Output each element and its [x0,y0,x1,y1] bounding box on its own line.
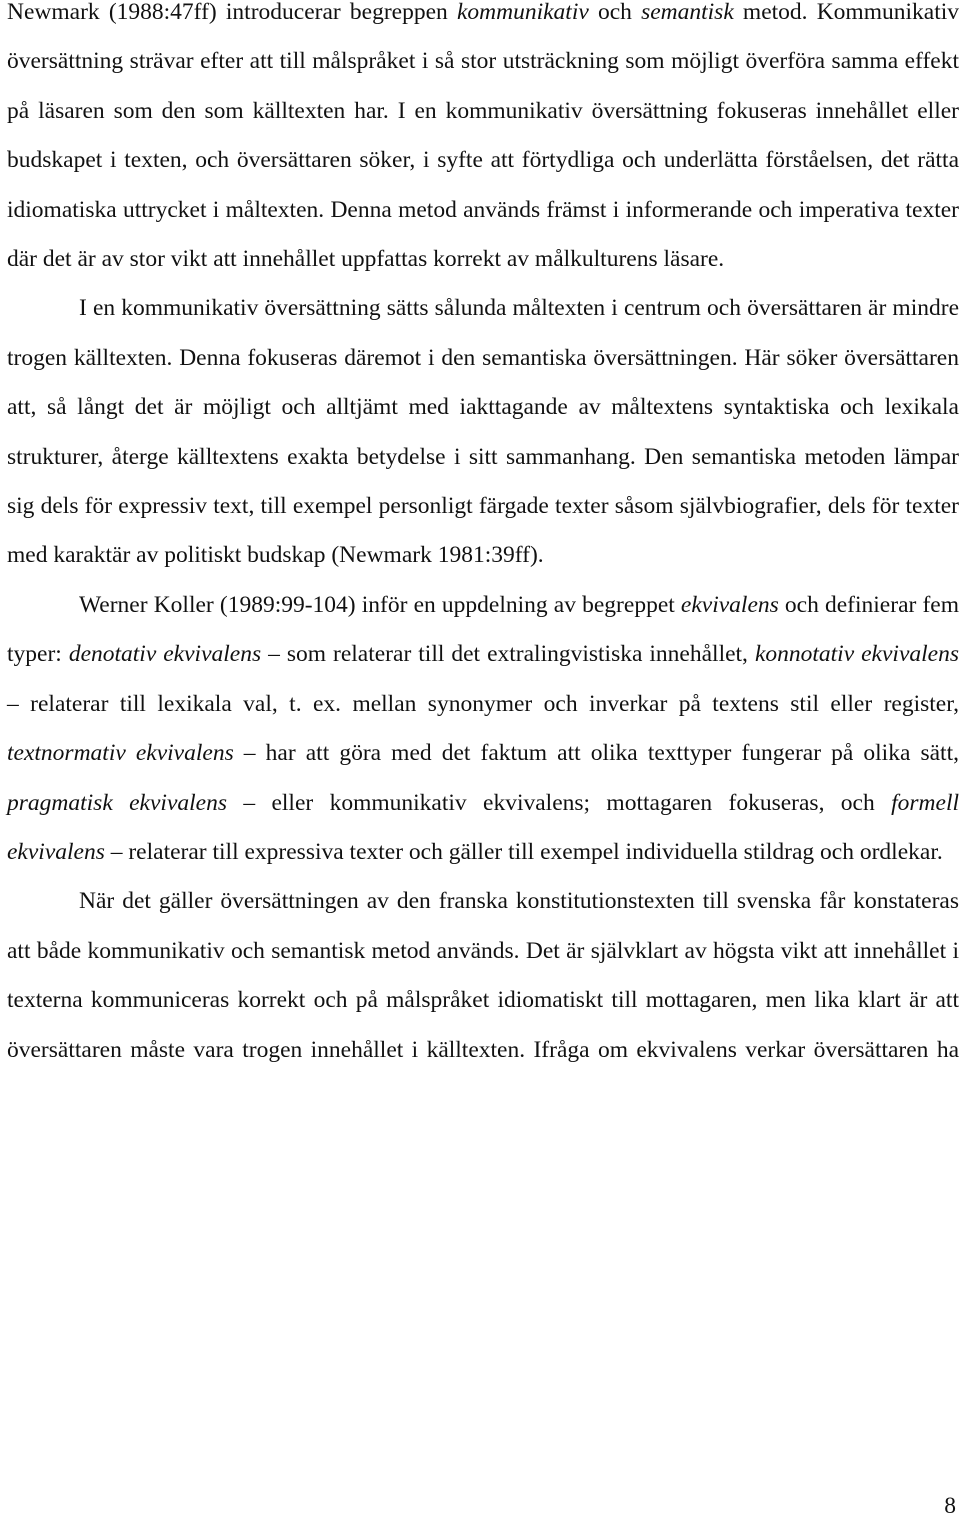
paragraph-2 [7,284,959,580]
page-number: 8 [944,1493,956,1519]
paragraph-3-text: och definierar fem typer: [7,591,959,668]
term-ekvivalens: ekvivalens [680,591,779,618]
paragraph-4-text: När det gäller översättningen av den franska konstitutionstexten till svenska får konstateras att både kommunikativ och semantisk metod används. Det är självklart av högsta vikt att innehållet i texterna kommuniceras korrekt och på målspråket idiomatiskt till mottagaren, men lika klart är att översättaren måste vara trogen innehållet i källtexten. Ifråga om ekvivalens verkar översättaren ha [7,888,959,1063]
paragraph-1-text: Newmark (1988:47ff) introducerar begreppen [7,0,457,25]
term-kommunikativ: kommunikativ [456,0,589,25]
paragraph-3-text: – relaterar till expressiva texter och gäller till exempel individuella stildrag och ordlekar. [104,838,943,865]
paragraph-2-text: I en kommunikativ översättning sätts sålunda måltexten i centrum och översättaren är mindre trogen källtexten. Denna fokuseras däremot i den semantiska översättningen. Här söker översättaren att, så långt det är möjligt och alltjämt med iakttagande av måltextens syntaktiska och lexikala strukturer, återge källtextens exakta betydelse i sitt sammanhang. Den semantiska metoden lämpar sig dels för expressiv text, till exempel personligt färgade texter såsom självbiografier, dels för texter med karaktär av politiskt budskap (Newmark 1981:39ff). [7,295,959,569]
paragraph-4 [7,877,959,1075]
paragraph-3-text: – har att göra med det faktum att olika texttyper fungerar på olika sätt, [233,740,959,767]
term-textnormativ-ekvivalens: textnormativ ekvivalens [7,740,234,767]
paragraph-3-text: Werner Koller (1989:99-104) inför en uppdelning av begreppet [79,591,681,618]
paragraph-3-text: – relaterar till lexikala val, t. ex. mellan synonymer och inverkar på textens stil eller register, [7,690,959,717]
paragraph-3 [7,581,959,877]
paragraph-3-text: – som relaterar till det extralingvistiska innehållet, [261,641,755,668]
body-text [7,0,959,1075]
paragraph-3-text: – eller kommunikativ ekvivalens; mottagaren fokuseras, och [226,789,892,816]
term-semantisk: semantisk [641,0,734,25]
paragraph-1-text: och [588,0,642,25]
term-konnotativ-ekvivalens: konnotativ ekvivalens [754,641,959,668]
paragraph-1 [7,0,959,284]
term-formell-ekvivalens: formell ekvivalens [7,789,960,865]
term-denotativ-ekvivalens: denotativ ekvivalens [68,641,262,668]
paragraph-1-text: metod. Kommunikativ översättning strävar efter att till målspråket i så stor utsträckning som möjligt överföra samma effekt på läsaren som den som källtexten har. I en kommunikativ översättning fokuseras innehållet eller budskapet i texten, och översättaren söker, i syfte att förtydliga och underlätta förståelsen, det rätta idiomatiska uttrycket i måltexten. Denna metod används främst i informerande och imperativa texter där det är av stor vikt att innehållet uppfattas korrekt av målkulturens läsare. [7,0,959,273]
term-pragmatisk-ekvivalens: pragmatisk ekvivalens [7,789,227,816]
